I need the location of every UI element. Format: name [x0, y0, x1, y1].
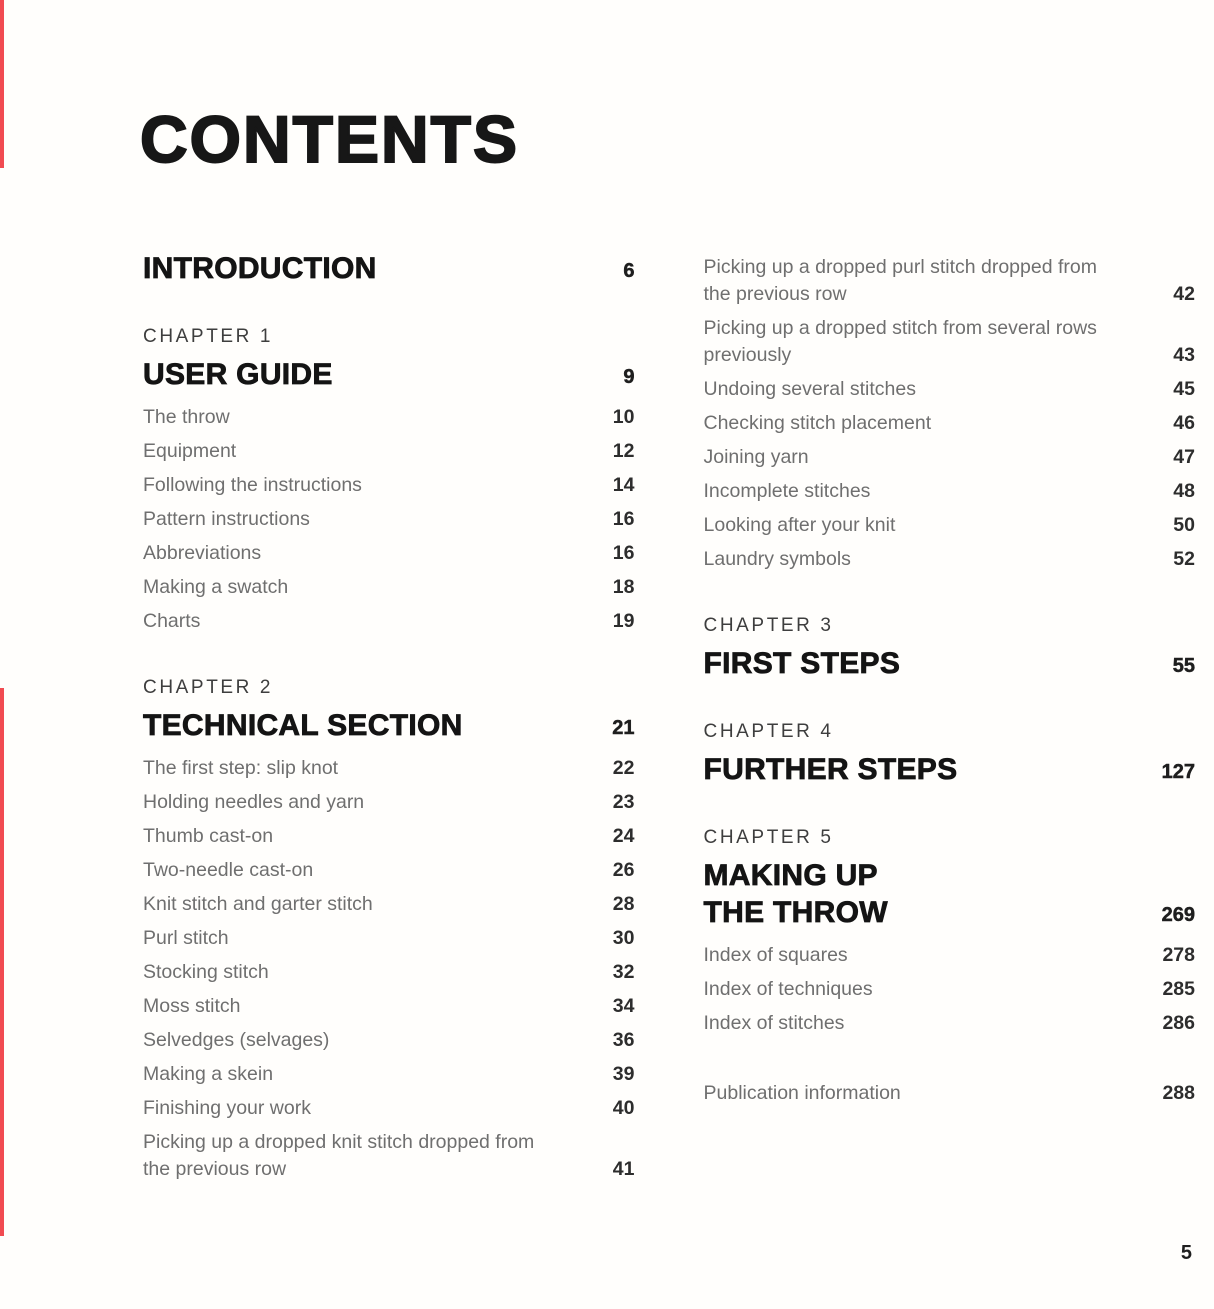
entry-label: Charts [143, 609, 201, 632]
page-edge-accent-bar [0, 0, 4, 168]
section-heading [143, 250, 635, 287]
section-title [704, 857, 888, 931]
toc-entry [704, 474, 1196, 508]
entry-label: Equipment [143, 439, 237, 462]
entry-page-number: 39 [612, 1062, 635, 1085]
entry-label: Two-needle cast-on [143, 858, 314, 881]
column-spacer [704, 1040, 1196, 1076]
toc-entry [143, 1023, 635, 1057]
toc-entry [704, 250, 1196, 311]
section-page-number: 127 [1161, 761, 1195, 783]
toc-entry [143, 887, 635, 921]
entry-page-number: 19 [612, 609, 635, 632]
chapter-label: CHAPTER 1 [143, 326, 274, 347]
toc-entry [143, 819, 635, 853]
section-title [143, 250, 377, 287]
entry-label: Finishing your work [143, 1096, 311, 1119]
entry-label: Abbreviations [143, 541, 262, 564]
chapter-label: CHAPTER 3 [703, 615, 834, 636]
chapter-label: CHAPTER 5 [703, 827, 834, 848]
entry-page-number: 40 [612, 1096, 635, 1119]
entry-label: The throw [143, 405, 230, 428]
entry-label: Laundry symbols [703, 547, 851, 570]
page-edge-accent-bar [0, 688, 4, 1236]
entry-label: Undoing several stitches [703, 377, 916, 400]
section-title-line: TECHNICAL SECTION [143, 709, 463, 742]
entry-label: Knit stitch and garter stitch [143, 892, 373, 915]
entry-label: Making a skein [143, 1062, 274, 1085]
entry-page-number: 288 [1162, 1081, 1195, 1104]
section-title-line: MAKING UP [703, 859, 878, 892]
entry-label: Joining yarn [703, 445, 809, 468]
toc-entry [704, 508, 1196, 542]
toc-entry [704, 542, 1196, 576]
section-title-line: THE THROW [703, 896, 888, 929]
entry-page-number: 16 [612, 507, 635, 530]
toc-entry [143, 955, 635, 989]
entry-page-number: 26 [612, 858, 635, 881]
entry-page-number: 285 [1162, 977, 1195, 1000]
entry-page-number: 48 [1173, 479, 1195, 502]
section-title [704, 645, 901, 682]
toc-entry [143, 570, 635, 604]
entry-page-number: 43 [1173, 343, 1195, 366]
toc-entry [704, 406, 1196, 440]
entry-page-number: 46 [1173, 411, 1195, 434]
section-page-number: 9 [623, 366, 635, 388]
entry-page-number: 32 [612, 960, 635, 983]
entry-page-number: 278 [1162, 943, 1195, 966]
entry-label: Stocking stitch [143, 960, 269, 983]
entry-label: Index of stitches [703, 1011, 845, 1034]
section-title [143, 707, 463, 744]
entry-page-number: 30 [612, 926, 635, 949]
entry-page-number: 16 [612, 541, 635, 564]
entry-page-number: 24 [612, 824, 635, 847]
section-page-number: 55 [1172, 655, 1195, 677]
chapter-label: CHAPTER 2 [143, 677, 274, 698]
entry-label: Purl stitch [143, 926, 229, 949]
entry-page-number: 28 [612, 892, 635, 915]
toc-column-left [143, 250, 635, 1186]
entry-label: Pattern instructions [143, 507, 310, 530]
toc-entry [704, 1076, 1196, 1110]
section-title-line: FIRST STEPS [703, 647, 901, 680]
entry-label: Selvedges (selvages) [143, 1028, 330, 1051]
toc-entry [704, 938, 1196, 972]
toc-entry [143, 434, 635, 468]
toc-entry [143, 400, 635, 434]
section-heading [143, 707, 635, 744]
entry-label: Holding needles and yarn [143, 790, 365, 813]
entry-label: Looking after your knit [703, 513, 896, 536]
toc-entry [704, 972, 1196, 1006]
toc-entry [143, 785, 635, 819]
toc-entry [143, 536, 635, 570]
entry-label: Incomplete stitches [703, 479, 871, 502]
entry-label: Following the instructions [143, 473, 362, 496]
section-title [704, 751, 958, 788]
toc-entry [143, 989, 635, 1023]
entry-label: Picking up a dropped purl stitch dropped from the previous row [703, 255, 1097, 305]
entry-page-number: 52 [1173, 547, 1195, 570]
entry-label: The first step: slip knot [143, 756, 339, 779]
toc-entry [704, 1006, 1196, 1040]
footer-page-number: 5 [1180, 1242, 1192, 1264]
entry-page-number: 34 [612, 994, 635, 1017]
toc-entry [143, 1057, 635, 1091]
toc-column-right [704, 250, 1196, 1110]
section-title-line: FURTHER STEPS [703, 753, 958, 786]
entry-page-number: 36 [612, 1028, 635, 1051]
entry-page-number: 45 [1173, 377, 1195, 400]
toc-entry [143, 853, 635, 887]
section-heading [704, 751, 1196, 788]
entry-page-number: 22 [612, 756, 635, 779]
chapter-label: CHAPTER 4 [703, 721, 834, 742]
entry-label: Thumb cast-on [143, 824, 274, 847]
section-page-number: 6 [623, 260, 635, 282]
entry-label: Index of techniques [703, 977, 873, 1000]
entry-page-number: 286 [1162, 1011, 1195, 1034]
entry-page-number: 50 [1173, 513, 1195, 536]
page-title: CONTENTS [140, 102, 519, 177]
entry-page-number: 12 [612, 439, 635, 462]
toc-entry [704, 372, 1196, 406]
entry-page-number: 42 [1173, 282, 1195, 305]
entry-page-number: 14 [612, 473, 635, 496]
entry-page-number: 23 [612, 790, 635, 813]
toc-entry [704, 311, 1196, 372]
entry-label: Publication information [703, 1081, 901, 1104]
toc-entry [143, 502, 635, 536]
section-title-line: INTRODUCTION [143, 252, 377, 285]
section-page-number: 269 [1161, 904, 1195, 926]
toc-entry [143, 1091, 635, 1125]
toc-entry [143, 468, 635, 502]
section-heading [704, 645, 1196, 682]
entry-label: Checking stitch placement [703, 411, 932, 434]
entry-page-number: 41 [612, 1157, 635, 1180]
toc-entry [704, 440, 1196, 474]
section-title-line: USER GUIDE [143, 358, 333, 391]
entry-page-number: 47 [1173, 445, 1195, 468]
toc-entry [143, 921, 635, 955]
entry-page-number: 18 [612, 575, 635, 598]
section-heading [704, 857, 1196, 931]
toc-entry [143, 751, 635, 785]
entry-label: Picking up a dropped stitch from several rows previously [703, 316, 1097, 366]
section-page-number: 21 [612, 717, 635, 739]
toc-columns [143, 250, 1195, 1186]
entry-label: Picking up a dropped knit stitch dropped from the previous row [143, 1130, 535, 1180]
entry-page-number: 10 [612, 405, 635, 428]
entry-label: Making a swatch [143, 575, 289, 598]
section-title [143, 356, 333, 393]
toc-entry [143, 1125, 635, 1186]
entry-label: Index of squares [703, 943, 848, 966]
entry-label: Moss stitch [143, 994, 241, 1017]
section-heading [143, 356, 635, 393]
toc-entry [143, 604, 635, 638]
